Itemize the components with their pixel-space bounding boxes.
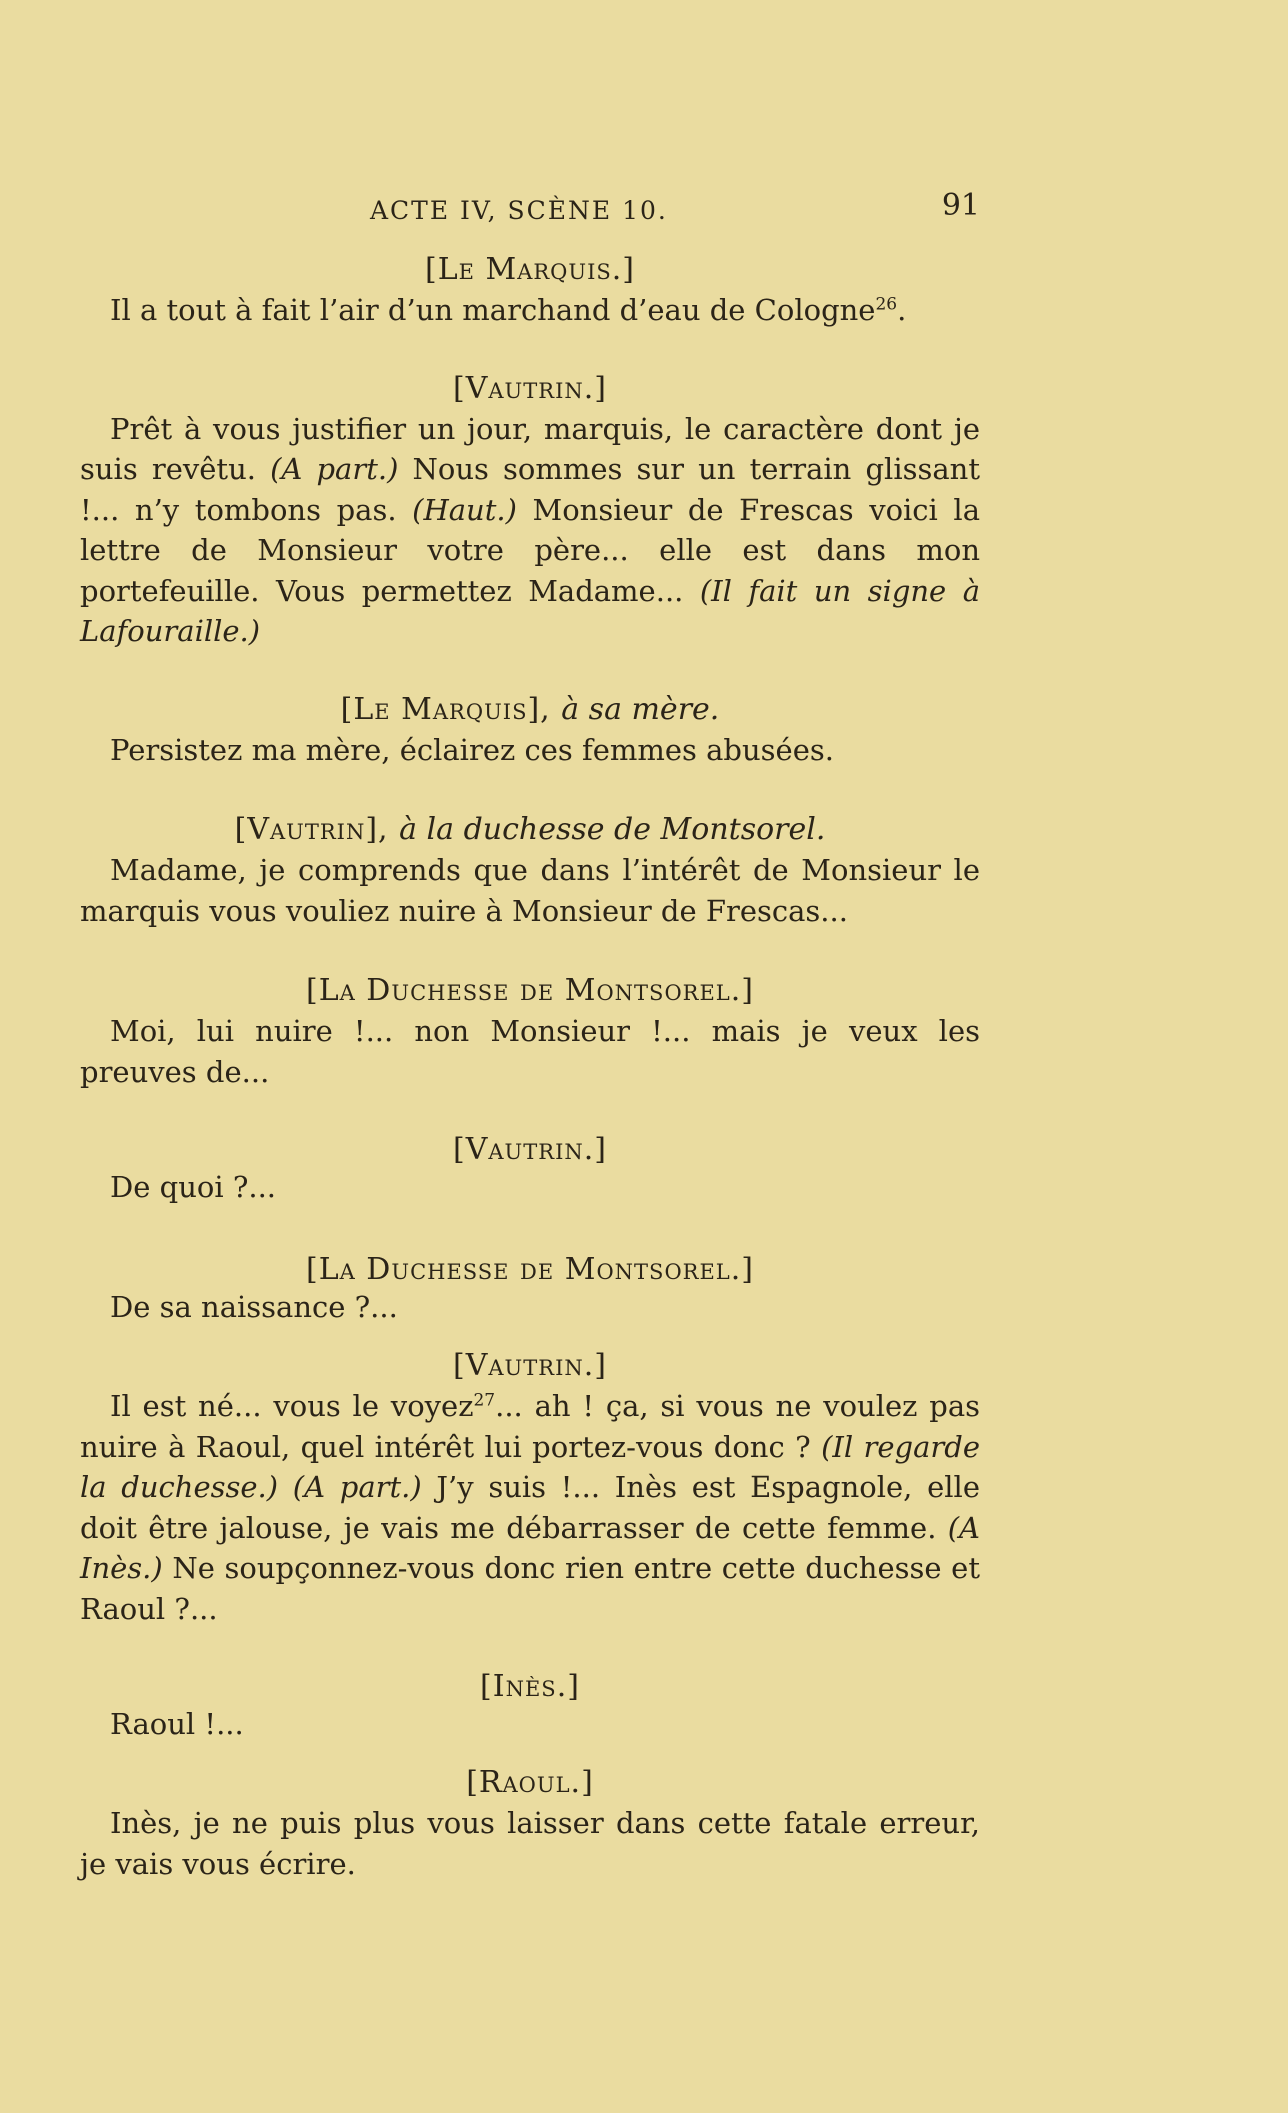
page-number: 91 bbox=[941, 188, 980, 223]
dialogue-paragraph: Inès, je ne puis plus vous laisser dans cette fatale erreur, je vais vous écrire. bbox=[80, 1806, 980, 1881]
stage-direction: (Haut.) bbox=[412, 492, 517, 527]
stage-direction: (A part.) bbox=[270, 452, 399, 486]
speaker-heading bbox=[80, 690, 980, 730]
text-run: Il a tout à fait l’air d’un marchand d’eau de Cologne bbox=[110, 293, 876, 327]
text-run: Nous sommes sur un terrain glissant !... n’y tombons pas. bbox=[80, 452, 980, 527]
dialogue-paragraph: Persistez ma mère, éclairez ces femmes abusées. bbox=[110, 732, 834, 767]
speaker-heading: [La Duchesse de Montsorel.] bbox=[305, 973, 754, 1008]
page-header bbox=[80, 188, 980, 228]
text-run: Ne soupçonnez-vous donc rien entre cette duchesse et Raoul ?... bbox=[80, 1551, 980, 1626]
speaker-heading bbox=[80, 810, 980, 850]
dialogue-exchange bbox=[80, 1132, 980, 1214]
dialogue-paragraph bbox=[80, 409, 980, 652]
speaker-heading: [La Duchesse de Montsorel.] bbox=[305, 1252, 754, 1287]
stage-direction: (A Inès.) bbox=[80, 1510, 980, 1585]
dialogue-paragraph bbox=[80, 290, 980, 331]
speaker-heading: [Vautrin.] bbox=[453, 370, 607, 406]
speaker-heading: [Vautrin.] bbox=[453, 1132, 607, 1167]
stage-direction: (Il regarde la duchesse.) (A part.) bbox=[80, 1429, 980, 1504]
stage-direction: à la duchesse de Montsorel. bbox=[399, 812, 826, 847]
speaker-name: [Vautrin], bbox=[234, 812, 389, 847]
dialogue-paragraph bbox=[80, 1386, 980, 1629]
stage-direction: à sa mère. bbox=[561, 691, 720, 727]
footnote-ref: 26 bbox=[875, 294, 898, 315]
dialogue-line: De quoi ?... bbox=[110, 1170, 277, 1204]
speaker-name: [Le Marquis], bbox=[340, 691, 551, 727]
speaker-heading: [Inès.] bbox=[480, 1669, 580, 1704]
text-run: Monsieur de Frescas voici la lettre de Monsieur votre père... elle est dans mon portefeuille. Vous permettez Madame... bbox=[80, 492, 980, 608]
speaker-heading: [Raoul.] bbox=[466, 1765, 594, 1800]
speaker-heading: [Le Marquis.] bbox=[424, 252, 636, 287]
dialogue-line: Raoul !... bbox=[110, 1707, 244, 1741]
running-head: ACTE IV, SCÈNE 10. bbox=[370, 196, 668, 225]
text-run: J’y suis !... Inès est Espagnole, elle doit être jalouse, je vais me débarrasser de cette femme. bbox=[80, 1470, 980, 1545]
text-run: Il est né... vous le voyez bbox=[110, 1389, 474, 1423]
page-body bbox=[80, 250, 980, 1884]
dialogue-paragraph: Moi, lui nuire !... non Monsieur !... mais je veux les preuves de... bbox=[80, 1014, 980, 1089]
text-run: ... ah ! ça, si vous ne voulez pas nuire à Raoul, quel intérêt lui portez-vous donc ? bbox=[80, 1389, 980, 1464]
text-run: Prêt à vous justifier un jour, marquis, le caractère dont je suis revêtu. bbox=[80, 411, 980, 486]
speaker-heading: [Vautrin.] bbox=[453, 1348, 607, 1383]
text-run: . bbox=[897, 293, 907, 327]
dialogue-paragraph: Madame, je comprends que dans l’intérêt de Monsieur le marquis vous vouliez nuire à Monsieur de Frescas... bbox=[80, 853, 980, 928]
stage-direction: (Il fait un signe à Lafouraille.) bbox=[80, 573, 980, 648]
dialogue-line: De sa naissance ?... bbox=[110, 1290, 398, 1324]
dialogue-exchange bbox=[80, 1669, 980, 1751]
footnote-ref: 27 bbox=[473, 1390, 496, 1411]
dialogue-exchange bbox=[80, 1252, 980, 1334]
